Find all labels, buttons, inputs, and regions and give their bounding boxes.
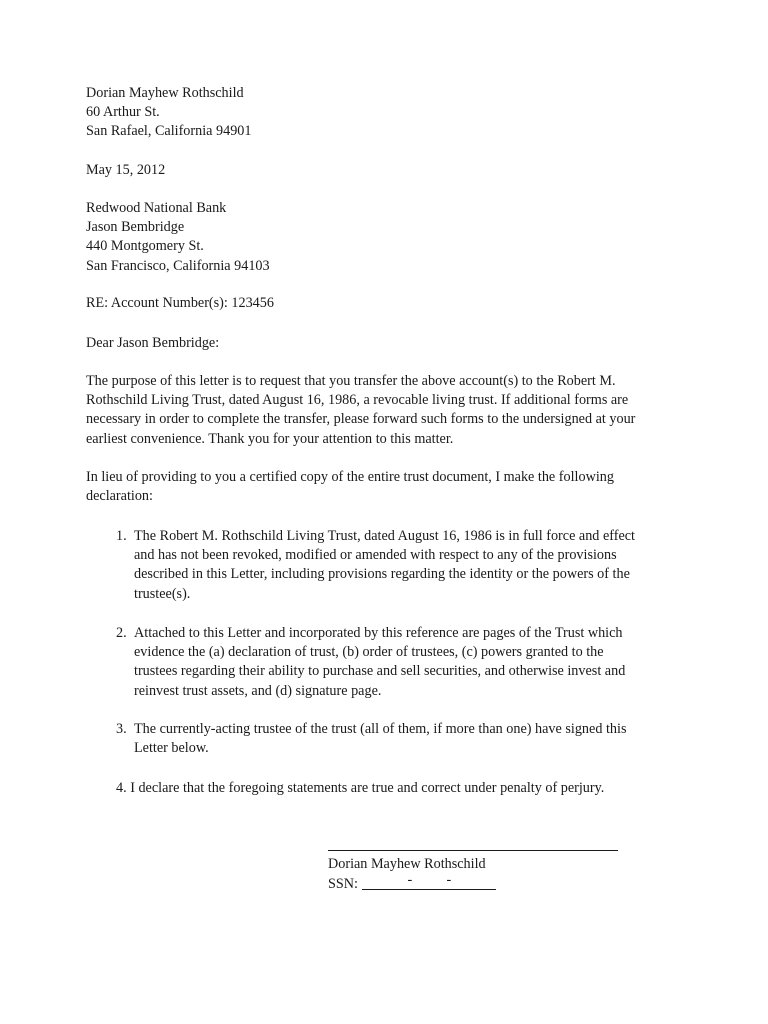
sender-address — [86, 84, 686, 142]
re-text: RE: Account Number(s): 123456 — [86, 295, 274, 311]
list-item-text — [134, 720, 626, 758]
re-line — [86, 294, 686, 313]
letter-date — [86, 161, 686, 180]
list-line: reinvest trust assets, and (d) signature page. — [134, 682, 382, 699]
paragraph-request — [86, 372, 686, 449]
salutation — [86, 334, 686, 353]
list-item-text — [134, 527, 635, 604]
list-number: 3. — [116, 721, 127, 737]
list-line: Letter below. — [134, 740, 209, 757]
list-line: Attached to this Letter and incorporated by this reference are pages of the Trust which — [134, 625, 623, 641]
list-line: The currently-acting trustee of the trust (all of them, if more than one) have signed this — [134, 721, 627, 737]
recipient-street: 440 Montgomery St. — [86, 238, 204, 255]
sender-name: Dorian Mayhew Rothschild — [86, 85, 244, 101]
signature-block — [328, 855, 496, 894]
sender-city: San Rafael, California 94901 — [86, 123, 252, 140]
list-number: 1. — [116, 528, 127, 544]
paragraph-line: In lieu of providing to you a certified copy of the entire trust document, I make the following — [86, 469, 614, 485]
signature-line — [328, 850, 618, 851]
ssn-dash: - — [407, 872, 413, 889]
ssn-label: SSN: — [328, 876, 358, 893]
list-line: described in this Letter, including provisions regarding the identity or the powers of the — [134, 566, 630, 583]
list-item-4 — [116, 779, 716, 798]
date-text: May 15, 2012 — [86, 162, 166, 178]
paragraph-line: earliest convenience. Thank you for your attention to this matter. — [86, 430, 454, 447]
recipient-address — [86, 199, 686, 276]
paragraph-line: Rothschild Living Trust, dated August 16, 1986, a revocable living trust. If additional forms are — [86, 392, 629, 409]
paragraph-line: The purpose of this letter is to request that you transfer the above account(s) to the Robert M. — [86, 373, 616, 389]
list-line: evidence the (a) declaration of trust, (b) order of trustees, (c) powers granted to the — [134, 644, 604, 661]
paragraph-declaration — [86, 468, 686, 506]
ssn-row — [328, 874, 496, 894]
list-item-text — [134, 624, 625, 701]
signer-name: Dorian Mayhew Rothschild — [328, 856, 486, 872]
ssn-dash: - — [446, 872, 452, 889]
recipient-bank: Redwood National Bank — [86, 200, 227, 216]
list-line: trustee(s). — [134, 585, 191, 602]
sender-street: 60 Arthur St. — [86, 104, 160, 121]
paragraph-line: declaration: — [86, 488, 153, 505]
list-line: trustees regarding their ability to purchase and sell securities, and otherwise invest and — [134, 663, 626, 680]
recipient-city: San Francisco, California 94103 — [86, 257, 270, 274]
ssn-field[interactable] — [362, 874, 496, 890]
list-line: The Robert M. Rothschild Living Trust, dated August 16, 1986 is in full force and effect — [134, 528, 635, 544]
paragraph-line: necessary in order to complete the transfer, please forward such forms to the undersigned at your — [86, 411, 636, 428]
recipient-name: Jason Bembridge — [86, 219, 185, 236]
list-line: and has not been revoked, modified or amended with respect to any of the provisions — [134, 547, 617, 564]
salutation-text: Dear Jason Bembridge: — [86, 335, 220, 351]
list-line: 4. I declare that the foregoing statements are true and correct under penalty of perjury. — [116, 780, 605, 796]
list-number: 2. — [116, 625, 127, 641]
